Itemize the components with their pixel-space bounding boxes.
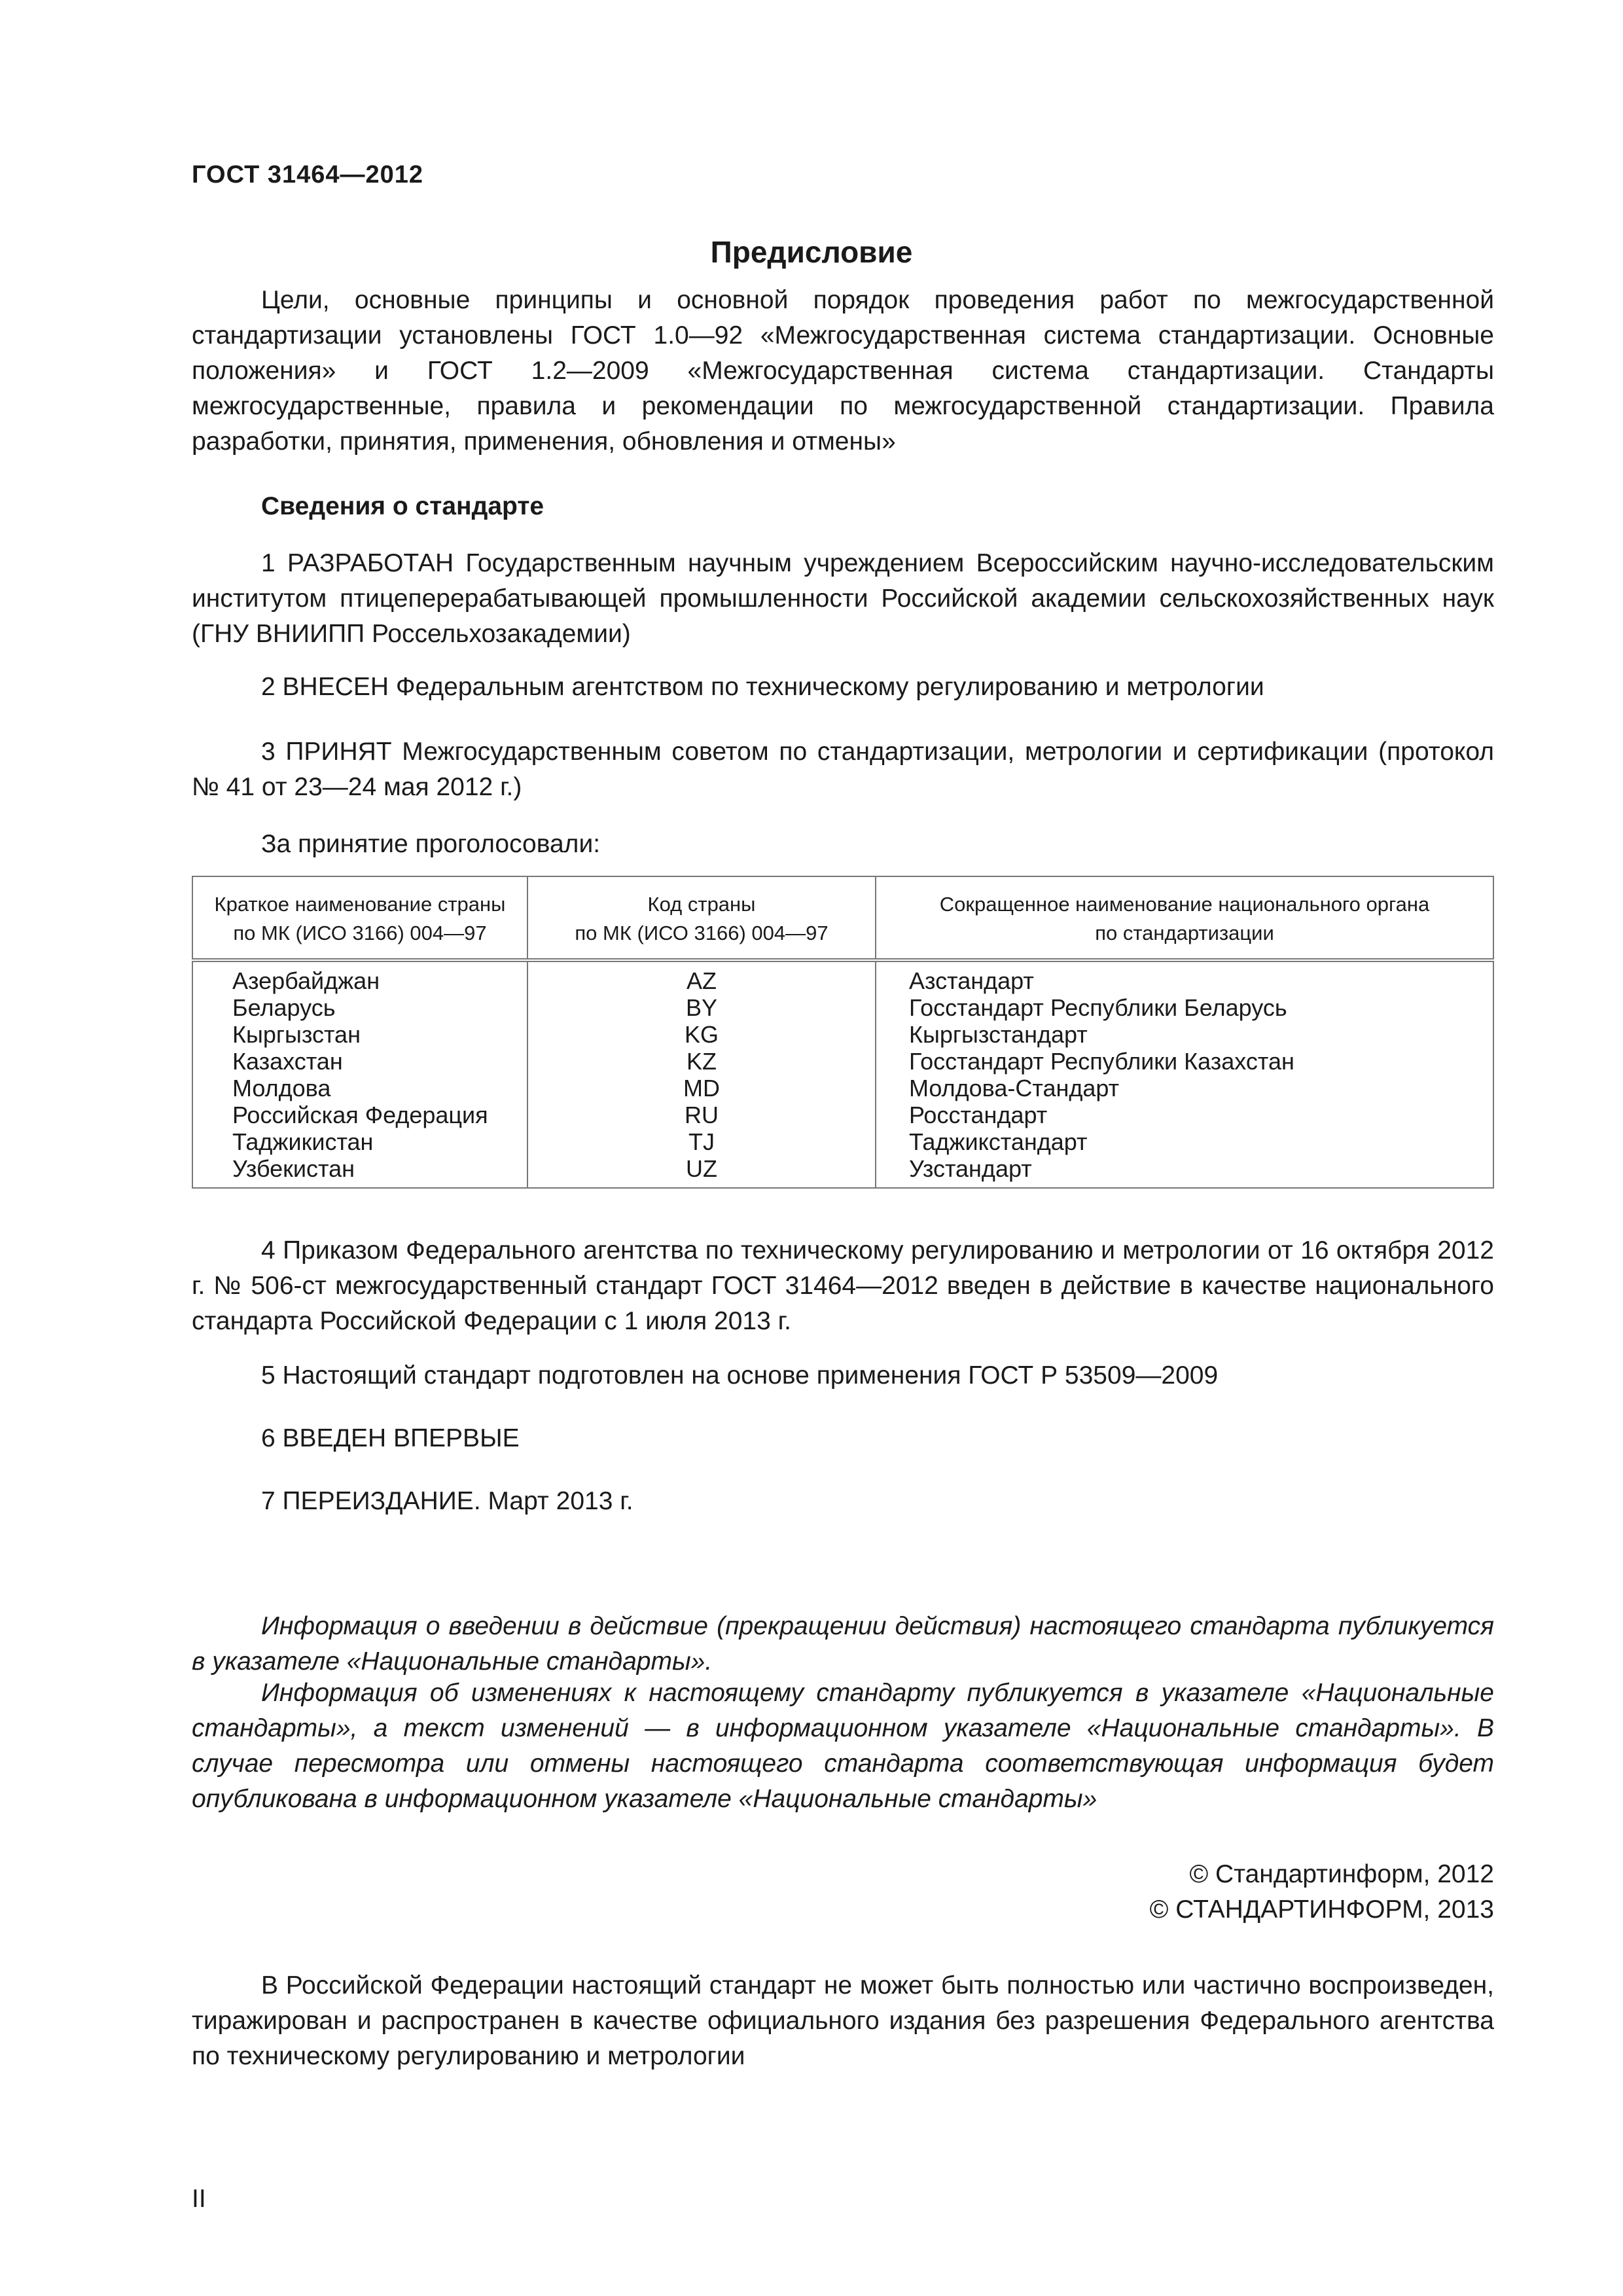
code-cell: AZ xyxy=(527,960,876,994)
country-cell: Беларусь xyxy=(192,994,527,1021)
table-row xyxy=(192,1048,1493,1075)
organization-cell: Госстандарт Республики Беларусь xyxy=(909,994,1287,1021)
table-header-row xyxy=(192,876,1493,960)
organization-cell: Госстандарт Республики Казахстан xyxy=(909,1048,1294,1075)
item-5-paragraph: 5 Настоящий стандарт подготовлен на основе применения ГОСТ Р 53509—2009 xyxy=(261,1361,1219,1390)
voting-table xyxy=(192,876,1494,1189)
notice-paragraph-2: Информация об изменениях к настоящему стандарту публикуется в указателе «Национальные стандарты», а текст изменений — в информационном указателе «Национальные стандарты». В случае пересмотра или отмены настоящего стандарта соответствующая информация будет опубликована в информационном указателе «Национальные стандарты» xyxy=(192,1679,1494,1813)
table-row xyxy=(192,1075,1493,1102)
country-cell: Таджикистан xyxy=(192,1128,527,1155)
organization-cell: Молдова-Стандарт xyxy=(909,1075,1120,1102)
country-cell: Казахстан xyxy=(192,1048,527,1075)
copyright-line-1: © Стандартинформ, 2012 xyxy=(1189,1860,1494,1888)
page-title: Предисловие xyxy=(710,235,913,269)
code-cell: UZ xyxy=(527,1155,876,1188)
item-1-paragraph: 1 РАЗРАБОТАН Государственным научным учреждением Всероссийским научно-исследовательским институтом птицеперерабатывающей промышленности Российской академии сельскохозяйственных наук (ГНУ ВНИИПП Россельхозакадемии) xyxy=(192,549,1494,648)
organization-cell: Азстандарт xyxy=(909,967,1034,994)
organization-cell: Таджикстандарт xyxy=(909,1128,1088,1155)
info-heading: Сведения о стандарте xyxy=(261,492,544,520)
table-row xyxy=(192,1021,1493,1048)
country-cell: Молдова xyxy=(192,1075,527,1102)
code-cell: TJ xyxy=(527,1128,876,1155)
copyright-line-2: © СТАНДАРТИНФОРМ, 2013 xyxy=(1149,1895,1494,1924)
code-cell: KG xyxy=(527,1021,876,1048)
item-2-paragraph: 2 ВНЕСЕН Федеральным агентством по техническому регулированию и метрологии xyxy=(261,673,1264,701)
header-organization: Сокращенное наименование национального органа по стандартизации xyxy=(876,876,1493,960)
table-row xyxy=(192,960,1493,994)
table-row xyxy=(192,1155,1493,1188)
organization-cell: Узстандарт xyxy=(909,1155,1032,1182)
country-cell: Кыргызстан xyxy=(192,1021,527,1048)
vote-label: За принятие проголосовали: xyxy=(261,830,601,858)
country-cell: Узбекистан xyxy=(192,1155,527,1188)
item-7-paragraph: 7 ПЕРЕИЗДАНИЕ. Март 2013 г. xyxy=(261,1487,633,1515)
code-cell: RU xyxy=(527,1102,876,1128)
header-country: Краткое наименование страны по МК (ИСО 3166) 004—97 xyxy=(192,876,527,960)
organization-cell: Кыргызстандарт xyxy=(909,1021,1088,1048)
page-number: II xyxy=(192,2185,206,2213)
table-row xyxy=(192,1128,1493,1155)
organization-cell: Росстандарт xyxy=(909,1102,1048,1128)
header-code: Код страны по МК (ИСО 3166) 004—97 xyxy=(527,876,876,960)
country-cell: Азербайджан xyxy=(192,960,527,994)
code-cell: KZ xyxy=(527,1048,876,1075)
table-row xyxy=(192,1102,1493,1128)
item-4-paragraph: 4 Приказом Федерального агентства по техническому регулированию и метрологии от 16 октября 2012 г. № 506-ст межгосударственный стандарт ГОСТ 31464—2012 введен в действие в качестве национального стандарта Российской Федерации с 1 июля 2013 г. xyxy=(192,1236,1494,1335)
table-row xyxy=(192,994,1493,1021)
legal-paragraph: В Российской Федерации настоящий стандарт не может быть полностью или частично воспроизведен, тиражирован и распространен в качестве официального издания без разрешения Федерального агентства по техническому регулированию и метрологии xyxy=(192,1971,1494,2070)
code-cell: MD xyxy=(527,1075,876,1102)
document-code: ГОСТ 31464—2012 xyxy=(192,161,424,188)
notice-paragraph-1: Информация о введении в действие (прекращении действия) настоящего стандарта публикуется в указателе «Национальные стандарты». xyxy=(192,1612,1494,1676)
intro-paragraph: Цели, основные принципы и основной порядок проведения работ по межгосударственной стандартизации установлены ГОСТ 1.0—92 «Межгосударственная система стандартизации. Основные положения» и ГОСТ 1.2—2009 «Межгосударственная система стандартизации. Стандарты межгосударственные, правила и рекомендации по межгосударственной стандартизации. Правила разработки, принятия, применения, обновления и отмены» xyxy=(192,286,1494,456)
item-3-paragraph: 3 ПРИНЯТ Межгосударственным советом по стандартизации, метрологии и сертификации (протокол № 41 от 23—24 мая 2012 г.) xyxy=(192,738,1494,801)
country-cell: Российская Федерация xyxy=(192,1102,527,1128)
item-6-paragraph: 6 ВВЕДЕН ВПЕРВЫЕ xyxy=(261,1424,520,1452)
code-cell: BY xyxy=(527,994,876,1021)
